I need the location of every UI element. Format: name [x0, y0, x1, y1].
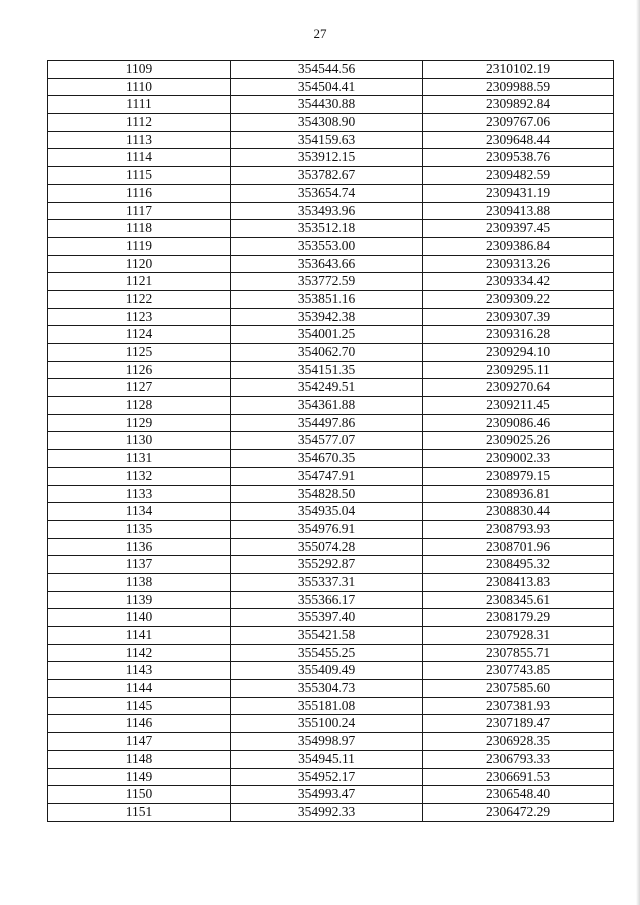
- y-coordinate-cell: 2309386.84: [423, 237, 614, 255]
- y-coordinate-cell: 2309397.45: [423, 220, 614, 238]
- x-coordinate-cell: 354544.56: [231, 61, 423, 79]
- table-row: [48, 503, 614, 521]
- point-number-cell: 1130: [48, 432, 231, 450]
- table-row: [48, 96, 614, 114]
- y-coordinate-cell: 2309482.59: [423, 167, 614, 185]
- x-coordinate-cell: 353553.00: [231, 237, 423, 255]
- x-coordinate-cell: 353512.18: [231, 220, 423, 238]
- table-row: [48, 308, 614, 326]
- point-number-cell: 1114: [48, 149, 231, 167]
- point-number-cell: 1144: [48, 680, 231, 698]
- y-coordinate-cell: 2308701.96: [423, 538, 614, 556]
- point-number-cell: 1135: [48, 520, 231, 538]
- x-coordinate-cell: 355421.58: [231, 627, 423, 645]
- point-number-cell: 1109: [48, 61, 231, 79]
- coordinates-table-container: [47, 60, 613, 822]
- y-coordinate-cell: 2308936.81: [423, 485, 614, 503]
- x-coordinate-cell: 353851.16: [231, 290, 423, 308]
- point-number-cell: 1124: [48, 326, 231, 344]
- y-coordinate-cell: 2308345.61: [423, 591, 614, 609]
- y-coordinate-cell: 2307189.47: [423, 715, 614, 733]
- y-coordinate-cell: 2306691.53: [423, 768, 614, 786]
- y-coordinate-cell: 2310102.19: [423, 61, 614, 79]
- y-coordinate-cell: 2307743.85: [423, 662, 614, 680]
- coordinates-table: [47, 60, 614, 822]
- point-number-cell: 1110: [48, 78, 231, 96]
- y-coordinate-cell: 2306548.40: [423, 786, 614, 804]
- table-row: [48, 273, 614, 291]
- point-number-cell: 1140: [48, 609, 231, 627]
- page-number: 27: [313, 26, 327, 41]
- table-row: [48, 733, 614, 751]
- table-row: [48, 361, 614, 379]
- x-coordinate-cell: 354993.47: [231, 786, 423, 804]
- table-row: [48, 786, 614, 804]
- x-coordinate-cell: 355100.24: [231, 715, 423, 733]
- y-coordinate-cell: 2307928.31: [423, 627, 614, 645]
- point-number-cell: 1127: [48, 379, 231, 397]
- x-coordinate-cell: 354308.90: [231, 114, 423, 132]
- point-number-cell: 1143: [48, 662, 231, 680]
- table-row: [48, 485, 614, 503]
- table-row: [48, 609, 614, 627]
- table-row: [48, 414, 614, 432]
- table-row: [48, 627, 614, 645]
- table-row: [48, 573, 614, 591]
- y-coordinate-cell: 2309002.33: [423, 450, 614, 468]
- coordinates-table-body: [48, 61, 614, 822]
- x-coordinate-cell: 354998.97: [231, 733, 423, 751]
- y-coordinate-cell: 2308830.44: [423, 503, 614, 521]
- y-coordinate-cell: 2309538.76: [423, 149, 614, 167]
- y-coordinate-cell: 2307585.60: [423, 680, 614, 698]
- point-number-cell: 1125: [48, 344, 231, 362]
- y-coordinate-cell: 2308793.93: [423, 520, 614, 538]
- point-number-cell: 1112: [48, 114, 231, 132]
- point-number-cell: 1119: [48, 237, 231, 255]
- x-coordinate-cell: 354992.33: [231, 803, 423, 821]
- y-coordinate-cell: 2306472.29: [423, 803, 614, 821]
- x-coordinate-cell: 353942.38: [231, 308, 423, 326]
- x-coordinate-cell: 354945.11: [231, 750, 423, 768]
- y-coordinate-cell: 2309767.06: [423, 114, 614, 132]
- point-number-cell: 1120: [48, 255, 231, 273]
- x-coordinate-cell: 354497.86: [231, 414, 423, 432]
- table-row: [48, 379, 614, 397]
- x-coordinate-cell: 355181.08: [231, 697, 423, 715]
- y-coordinate-cell: 2309025.26: [423, 432, 614, 450]
- table-row: [48, 644, 614, 662]
- table-row: [48, 149, 614, 167]
- point-number-cell: 1141: [48, 627, 231, 645]
- x-coordinate-cell: 354577.07: [231, 432, 423, 450]
- point-number-cell: 1131: [48, 450, 231, 468]
- y-coordinate-cell: 2308179.29: [423, 609, 614, 627]
- y-coordinate-cell: 2306928.35: [423, 733, 614, 751]
- x-coordinate-cell: 354828.50: [231, 485, 423, 503]
- table-row: [48, 131, 614, 149]
- x-coordinate-cell: 355455.25: [231, 644, 423, 662]
- point-number-cell: 1146: [48, 715, 231, 733]
- point-number-cell: 1117: [48, 202, 231, 220]
- point-number-cell: 1150: [48, 786, 231, 804]
- point-number-cell: 1151: [48, 803, 231, 821]
- table-row: [48, 432, 614, 450]
- table-row: [48, 591, 614, 609]
- x-coordinate-cell: 354952.17: [231, 768, 423, 786]
- y-coordinate-cell: 2309295.11: [423, 361, 614, 379]
- table-row: [48, 397, 614, 415]
- point-number-cell: 1132: [48, 467, 231, 485]
- table-row: [48, 715, 614, 733]
- x-coordinate-cell: 354159.63: [231, 131, 423, 149]
- x-coordinate-cell: 354249.51: [231, 379, 423, 397]
- point-number-cell: 1147: [48, 733, 231, 751]
- y-coordinate-cell: 2309307.39: [423, 308, 614, 326]
- y-coordinate-cell: 2308495.32: [423, 556, 614, 574]
- table-row: [48, 697, 614, 715]
- y-coordinate-cell: 2309988.59: [423, 78, 614, 96]
- y-coordinate-cell: 2307381.93: [423, 697, 614, 715]
- x-coordinate-cell: 355292.87: [231, 556, 423, 574]
- x-coordinate-cell: 354935.04: [231, 503, 423, 521]
- table-row: [48, 184, 614, 202]
- y-coordinate-cell: 2309413.88: [423, 202, 614, 220]
- x-coordinate-cell: 355409.49: [231, 662, 423, 680]
- point-number-cell: 1134: [48, 503, 231, 521]
- y-coordinate-cell: 2309270.64: [423, 379, 614, 397]
- x-coordinate-cell: 355366.17: [231, 591, 423, 609]
- y-coordinate-cell: 2309313.26: [423, 255, 614, 273]
- point-number-cell: 1128: [48, 397, 231, 415]
- y-coordinate-cell: 2309309.22: [423, 290, 614, 308]
- x-coordinate-cell: 354430.88: [231, 96, 423, 114]
- x-coordinate-cell: 353643.66: [231, 255, 423, 273]
- x-coordinate-cell: 354151.35: [231, 361, 423, 379]
- point-number-cell: 1138: [48, 573, 231, 591]
- x-coordinate-cell: 355337.31: [231, 573, 423, 591]
- table-row: [48, 662, 614, 680]
- x-coordinate-cell: 354001.25: [231, 326, 423, 344]
- table-row: [48, 344, 614, 362]
- x-coordinate-cell: 353493.96: [231, 202, 423, 220]
- table-row: [48, 520, 614, 538]
- x-coordinate-cell: 354747.91: [231, 467, 423, 485]
- x-coordinate-cell: 354504.41: [231, 78, 423, 96]
- point-number-cell: 1111: [48, 96, 231, 114]
- x-coordinate-cell: 353782.67: [231, 167, 423, 185]
- x-coordinate-cell: 355074.28: [231, 538, 423, 556]
- x-coordinate-cell: 354670.35: [231, 450, 423, 468]
- x-coordinate-cell: 355304.73: [231, 680, 423, 698]
- y-coordinate-cell: 2306793.33: [423, 750, 614, 768]
- point-number-cell: 1142: [48, 644, 231, 662]
- y-coordinate-cell: 2309892.84: [423, 96, 614, 114]
- y-coordinate-cell: 2309086.46: [423, 414, 614, 432]
- table-row: [48, 768, 614, 786]
- table-row: [48, 61, 614, 79]
- point-number-cell: 1121: [48, 273, 231, 291]
- table-row: [48, 114, 614, 132]
- point-number-cell: 1123: [48, 308, 231, 326]
- y-coordinate-cell: 2309648.44: [423, 131, 614, 149]
- point-number-cell: 1116: [48, 184, 231, 202]
- table-row: [48, 803, 614, 821]
- table-row: [48, 450, 614, 468]
- table-row: [48, 220, 614, 238]
- y-coordinate-cell: 2309431.19: [423, 184, 614, 202]
- table-row: [48, 750, 614, 768]
- table-row: [48, 467, 614, 485]
- x-coordinate-cell: 354976.91: [231, 520, 423, 538]
- y-coordinate-cell: 2308979.15: [423, 467, 614, 485]
- x-coordinate-cell: 354062.70: [231, 344, 423, 362]
- point-number-cell: 1133: [48, 485, 231, 503]
- x-coordinate-cell: 353772.59: [231, 273, 423, 291]
- x-coordinate-cell: 355397.40: [231, 609, 423, 627]
- point-number-cell: 1149: [48, 768, 231, 786]
- table-row: [48, 290, 614, 308]
- point-number-cell: 1122: [48, 290, 231, 308]
- x-coordinate-cell: 353912.15: [231, 149, 423, 167]
- table-row: [48, 237, 614, 255]
- table-row: [48, 556, 614, 574]
- table-row: [48, 202, 614, 220]
- point-number-cell: 1115: [48, 167, 231, 185]
- y-coordinate-cell: 2309316.28: [423, 326, 614, 344]
- y-coordinate-cell: 2309211.45: [423, 397, 614, 415]
- point-number-cell: 1126: [48, 361, 231, 379]
- x-coordinate-cell: 353654.74: [231, 184, 423, 202]
- table-row: [48, 78, 614, 96]
- point-number-cell: 1148: [48, 750, 231, 768]
- x-coordinate-cell: 354361.88: [231, 397, 423, 415]
- point-number-cell: 1139: [48, 591, 231, 609]
- point-number-cell: 1113: [48, 131, 231, 149]
- table-row: [48, 255, 614, 273]
- table-row: [48, 680, 614, 698]
- point-number-cell: 1118: [48, 220, 231, 238]
- y-coordinate-cell: 2309294.10: [423, 344, 614, 362]
- table-row: [48, 538, 614, 556]
- table-row: [48, 326, 614, 344]
- scan-edge-shadow: [636, 0, 640, 905]
- table-row: [48, 167, 614, 185]
- point-number-cell: 1129: [48, 414, 231, 432]
- point-number-cell: 1137: [48, 556, 231, 574]
- point-number-cell: 1136: [48, 538, 231, 556]
- y-coordinate-cell: 2307855.71: [423, 644, 614, 662]
- y-coordinate-cell: 2309334.42: [423, 273, 614, 291]
- y-coordinate-cell: 2308413.83: [423, 573, 614, 591]
- point-number-cell: 1145: [48, 697, 231, 715]
